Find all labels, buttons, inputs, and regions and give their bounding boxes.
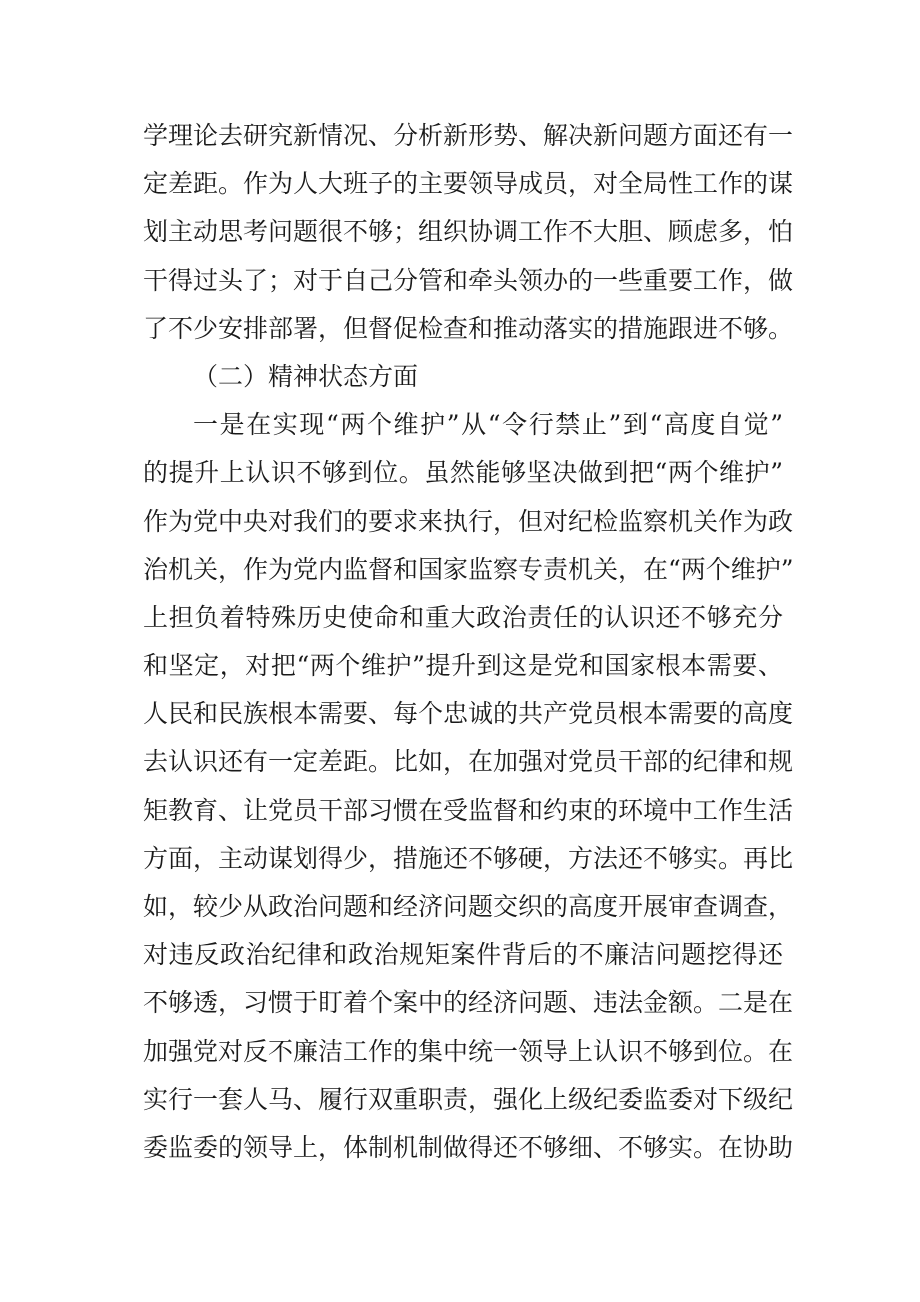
text-line: 的提升上认识不够到位。虽然能够坚决做到把“两个维护” [143,458,783,488]
section-heading: （二）精神状态方面 [193,361,419,391]
text-line: 干得过头了；对于自己分管和牵头领办的一些重要工作，做 [143,265,794,295]
text-line: 作为党中央对我们的要求来执行，但对纪检监察机关作为政 [143,506,794,536]
text-line: 矩教育、让党员干部习惯在受监督和约束的环境中工作生活 [143,795,794,825]
text-line: 加强党对反不廉洁工作的集中统一领导上认识不够到位。在 [143,1036,794,1066]
text-line: 对违反政治纪律和政治规矩案件背后的不廉洁问题挖得还 [143,940,783,970]
text-line: 委监委的领导上，体制机制做得还不够细、不够实。在协助 [143,1132,794,1162]
text-line: 方面，主动谋划得少，措施还不够硬，方法还不够实。再比 [143,843,794,873]
text-line: 划主动思考问题很不够；组织协调工作不大胆、顾虑多，怕 [143,217,794,247]
text-line: 上担负着特殊历史使命和重大政治责任的认识还不够充分 [143,602,783,632]
text-line: 如，较少从政治问题和经济问题交织的高度开展审查调查， [143,892,794,921]
text-line: 人民和民族根本需要、每个忠诚的共产党员根本需要的高度 [143,699,794,729]
text-line: 治机关，作为党内监督和国家监察专责机关，在“两个维护” [143,554,794,584]
text-line: 去认识还有一定差距。比如，在加强对党员干部的纪律和规 [143,747,794,777]
body-text [143,112,794,1172]
text-line: 和坚定，对把“两个维护”提升到这是党和国家根本需要、 [143,651,783,681]
text-line: 一是在实现“两个维护”从“令行禁止”到“高度自觉” [193,410,783,440]
text-line: 学理论去研究新情况、分析新形势、解决新问题方面还有一 [143,121,794,150]
text-line: 了不少安排部署，但督促检查和推动落实的措施跟进不够。 [143,313,794,343]
text-line: 定差距。作为人大班子的主要领导成员，对全局性工作的谋 [143,169,794,199]
text-line: 不够透，习惯于盯着个案中的经济问题、违法金额。二是在 [143,988,794,1018]
text-line: 实行一套人马、履行双重职责，强化上级纪委监委对下级纪 [143,1084,794,1114]
